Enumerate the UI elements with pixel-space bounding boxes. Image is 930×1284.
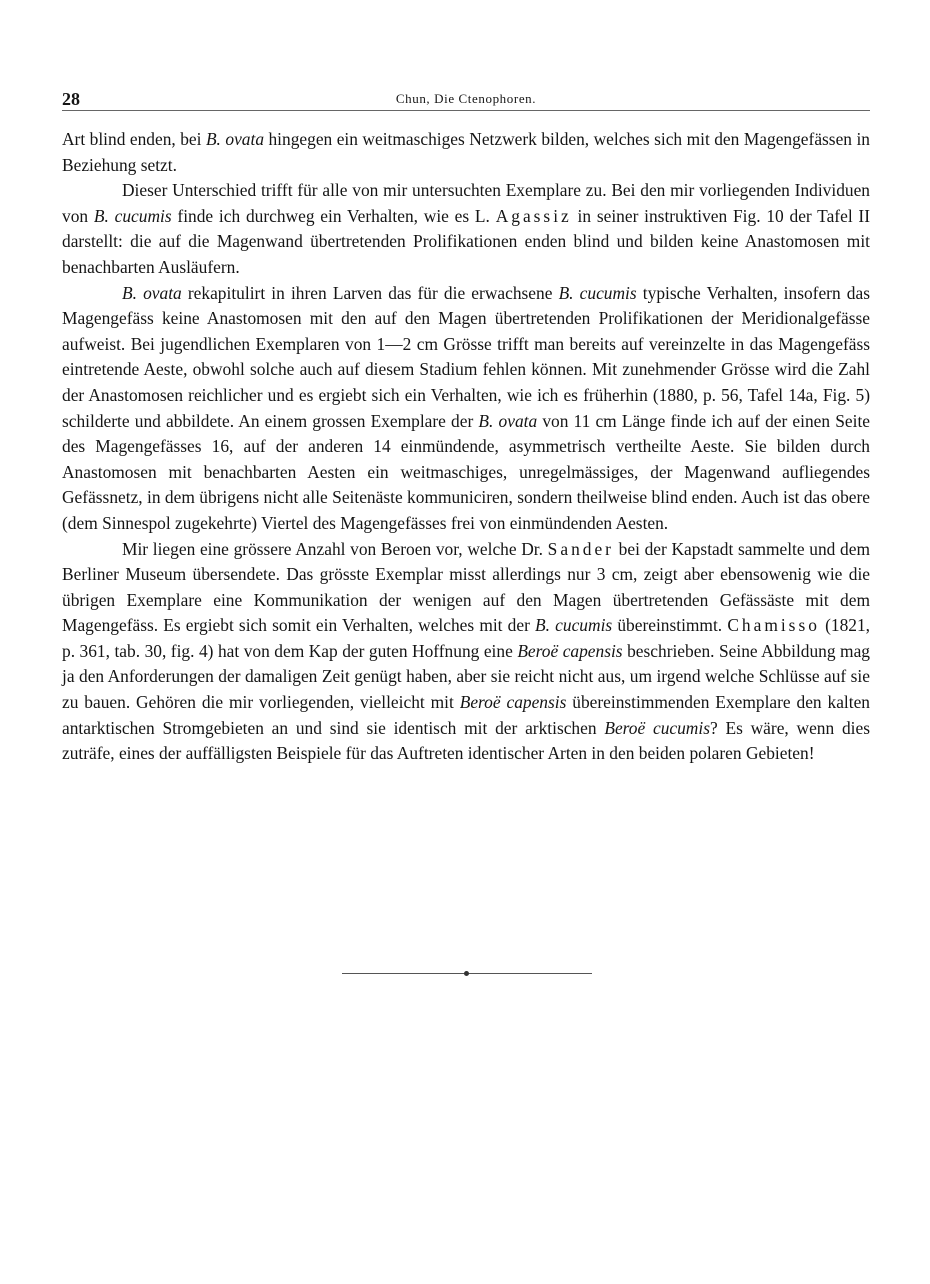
- species-name: Beroë cucumis: [604, 717, 710, 738]
- text-run: Mir liegen eine grössere Anzahl von Beroen vor, welche Dr.: [122, 538, 548, 559]
- text-run: übereinstimmt.: [612, 615, 728, 636]
- species-name: B. cucumis: [535, 615, 613, 636]
- header-rule: [62, 110, 870, 111]
- page-number: 28: [62, 89, 80, 109]
- running-head: [62, 88, 870, 110]
- end-ornament-rule: [342, 971, 592, 977]
- species-name: B. cucumis: [558, 282, 637, 303]
- species-name: B. ovata: [122, 282, 182, 303]
- paragraph-3: [62, 281, 870, 537]
- species-name: Beroë capensis: [517, 640, 623, 661]
- species-name: Beroë capensis: [459, 692, 567, 713]
- text-run: übereinstimmenden Exemplare den kalten antarktischen Stromgebieten an und sind sie identisch mit der arktischen: [62, 692, 871, 738]
- text-run: von 11 cm Länge finde ich auf der einen Seite des Magengefässes 16, auf der anderen 14 einmündende, asymmetrisch vertheilte Aeste. Sie bilden durch Anastomosen mit benachbarten Aesten ein weitmaschiges, unregelmässiges, der Magenwand aufliegendes Gefässnetz, in dem übrigens nicht alle Seitenäste kommuniciren, sondern theilweise blind enden. Auch ist das obere (dem Sinnespol zugekehrte) Viertel des Magengefässes frei von einmündenden Aesten.: [62, 410, 870, 533]
- text-run: (1821, p. 361, tab. 30, fig. 4) hat von dem Kap der guten Hoffnung eine: [62, 615, 871, 661]
- text-run: finde ich durchweg ein Verhalten, wie es L.: [171, 205, 496, 226]
- text-run: ? Es wäre, wenn dies zuträfe, eines der auffälligsten Beispiele für das Auftreten identischer Arten in den beiden polaren Gebieten!: [62, 717, 870, 764]
- paragraph-4: [62, 537, 870, 767]
- ornament-dot: [464, 971, 469, 976]
- species-name: B. ovata: [205, 129, 265, 149]
- paragraph-1: [62, 127, 870, 178]
- paragraph-2: [62, 178, 870, 280]
- text-run: typische Verhalten, insofern das Magengefäss keine Anastomosen mit den auf den Magen übertretenden Prolifikationen der Meridionalgefässe aufweist. Bei jugendlichen Exemplaren von 1—2 cm Grösse trifft man bereits auf vereinzelte in das Magengefäss eintretende Aeste, obwohl solche auch auf diesem Stadium fehlen können. Mit zunehmender Grösse wird die Zahl der Anastomosen reichlicher und es ergiebt sich ein Verhalten, wie ich es früherhin (1880, p. 56, Tafel 14a, Fig. 5) schilderte und abbildete. An einem grossen Exemplare der: [62, 282, 870, 431]
- species-name: B. cucumis: [93, 205, 172, 226]
- text-run: Dieser Unterschied trifft für alle von mir untersuchten Exemplare zu. Bei den mir vorliegenden Individuen von: [62, 180, 870, 226]
- author-name: Sander: [547, 538, 614, 559]
- text-run: beschrieben. Seine Abbildung mag ja den Anforderungen der damaligen Zeit genügt haben, aber sie reicht nicht aus, um irgend welche Schlüsse auf sie zu bauen. Gehören die mir vorliegenden, vielleicht mit: [62, 640, 870, 713]
- author-name: Agassiz: [495, 205, 572, 226]
- species-name: B. ovata: [478, 410, 538, 431]
- text-run: rekapitulirt in ihren Larven das für die erwachsene: [181, 282, 559, 303]
- running-title: Chun, Die Ctenophoren.: [395, 91, 537, 106]
- text-run: bei der Kapstadt sammelte und dem Berliner Museum übersendete. Das grösste Exemplar misst allerdings nur 3 cm, zeigt aber ebensowenig wie die übrigen Exemplare eine Kommunikation der wenigen auf den Magen übertretenden Gefässäste mit dem Magengefäss. Es ergiebt sich somit ein Verhalten, welches mit der: [62, 538, 870, 636]
- author-name: Chamisso: [727, 615, 820, 636]
- body-text: [62, 127, 870, 767]
- text-run: in seiner instruktiven Fig. 10 der Tafel II darstellt: die auf die Magenwand übertretenden Prolifikationen enden blind und bilden keine Anastomosen mit benachbarten Ausläufern.: [62, 205, 871, 277]
- text-run: Art blind enden, bei: [62, 129, 206, 149]
- text-run: hingegen ein weitmaschiges Netzwerk bilden, welches sich mit den Magengefässen in Beziehung setzt.: [62, 129, 870, 175]
